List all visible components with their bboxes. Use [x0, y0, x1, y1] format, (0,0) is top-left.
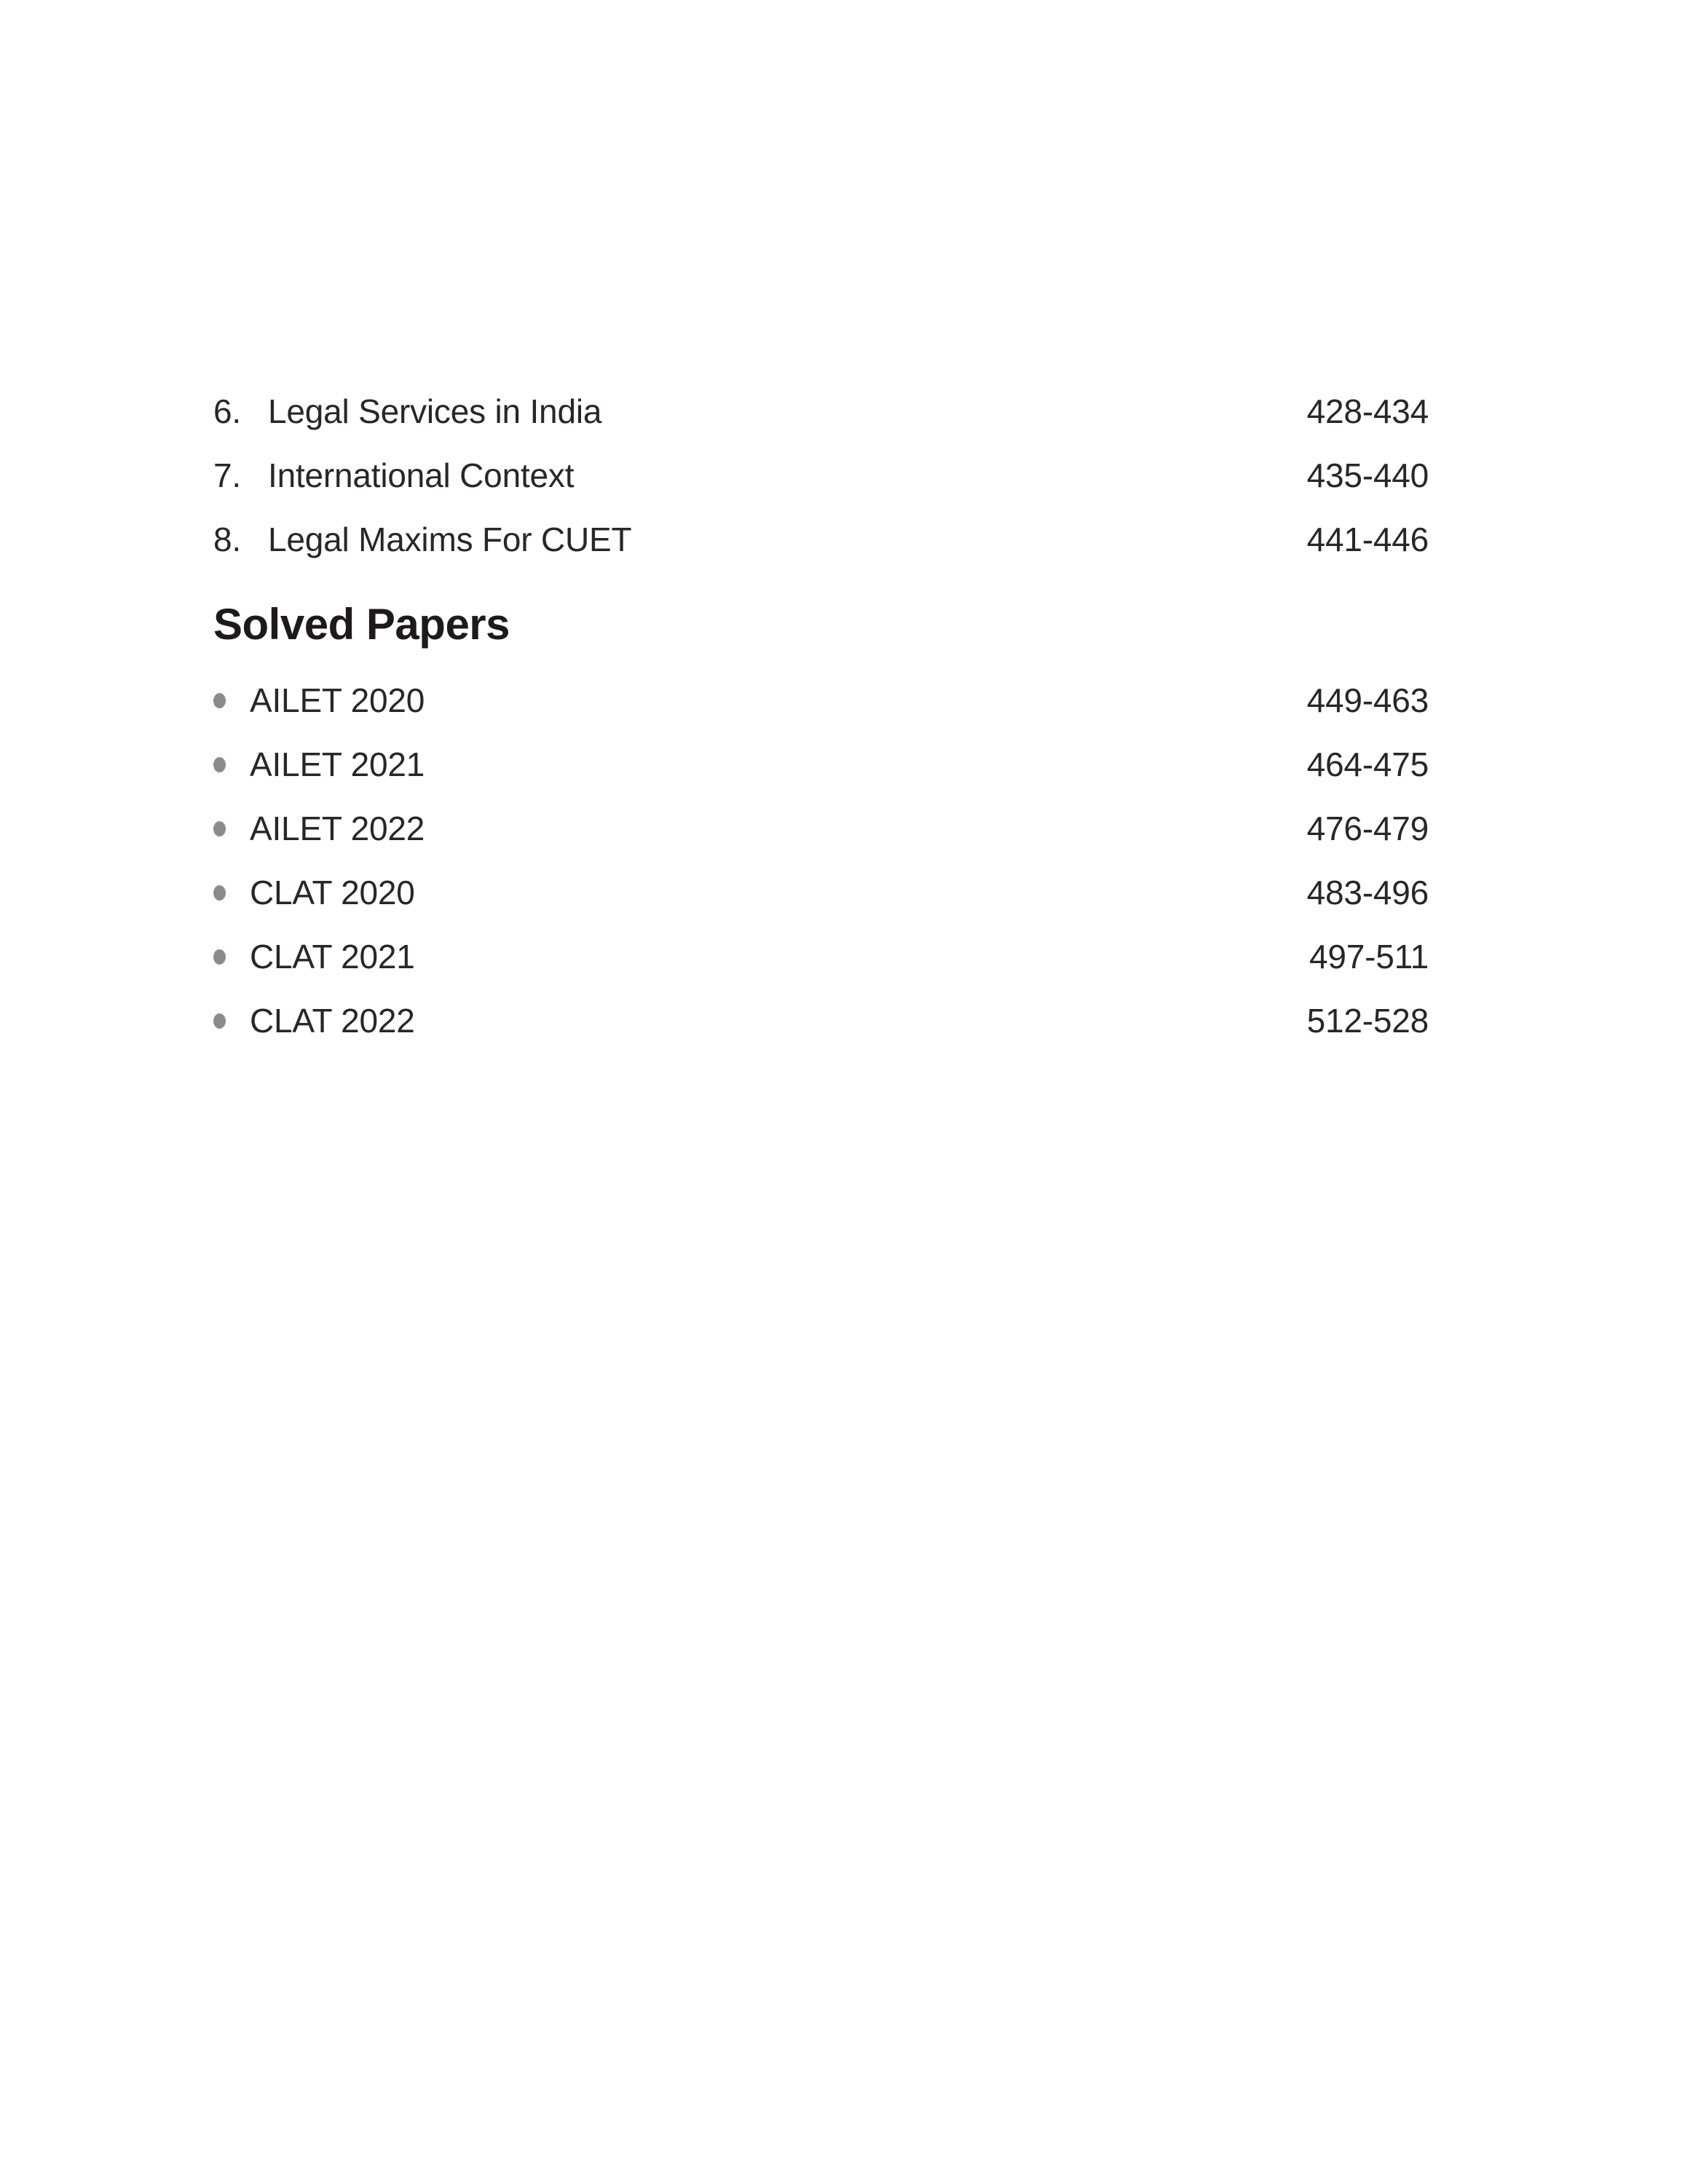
chapter-title: Legal Maxims For CUET	[268, 521, 632, 558]
chapter-number: 7.	[213, 456, 241, 494]
bullet-icon	[213, 949, 226, 965]
bullet-icon	[213, 885, 226, 901]
chapter-number: 6.	[213, 392, 241, 430]
bullet-icon	[213, 757, 226, 772]
paper-title: AILET 2020	[250, 681, 425, 719]
chapter-number: 8.	[213, 521, 241, 558]
paper-row	[213, 796, 1429, 860]
chapter-row	[213, 379, 1429, 443]
paper-title: AILET 2022	[250, 810, 425, 847]
paper-pages: 476-479	[1306, 810, 1429, 847]
section-heading: Solved Papers	[213, 600, 510, 649]
paper-row	[213, 989, 1429, 1053]
chapter-title: Legal Services in India	[268, 392, 602, 430]
paper-title: CLAT 2022	[250, 1002, 415, 1040]
chapter-title: International Context	[268, 456, 575, 494]
paper-pages: 497-511	[1309, 938, 1429, 976]
chapter-pages: 435-440	[1306, 456, 1429, 494]
paper-row	[213, 925, 1429, 989]
paper-title: CLAT 2021	[250, 938, 415, 976]
solved-papers-list	[213, 668, 1429, 1053]
paper-title: CLAT 2020	[250, 874, 415, 911]
paper-row	[213, 860, 1429, 925]
chapter-row	[213, 507, 1429, 571]
chapter-pages: 441-446	[1306, 521, 1429, 558]
paper-row	[213, 668, 1429, 732]
paper-pages: 449-463	[1306, 681, 1429, 719]
paper-pages: 512-528	[1306, 1002, 1429, 1040]
bullet-icon	[213, 693, 226, 708]
paper-pages: 464-475	[1306, 745, 1429, 783]
toc-content	[213, 379, 1429, 1053]
paper-pages: 483-496	[1306, 874, 1429, 911]
chapter-pages: 428-434	[1306, 392, 1429, 430]
bullet-icon	[213, 821, 226, 836]
chapter-list	[213, 379, 1429, 571]
chapter-row	[213, 443, 1429, 507]
paper-title: AILET 2021	[250, 745, 425, 783]
paper-row	[213, 732, 1429, 796]
bullet-icon	[213, 1013, 226, 1029]
